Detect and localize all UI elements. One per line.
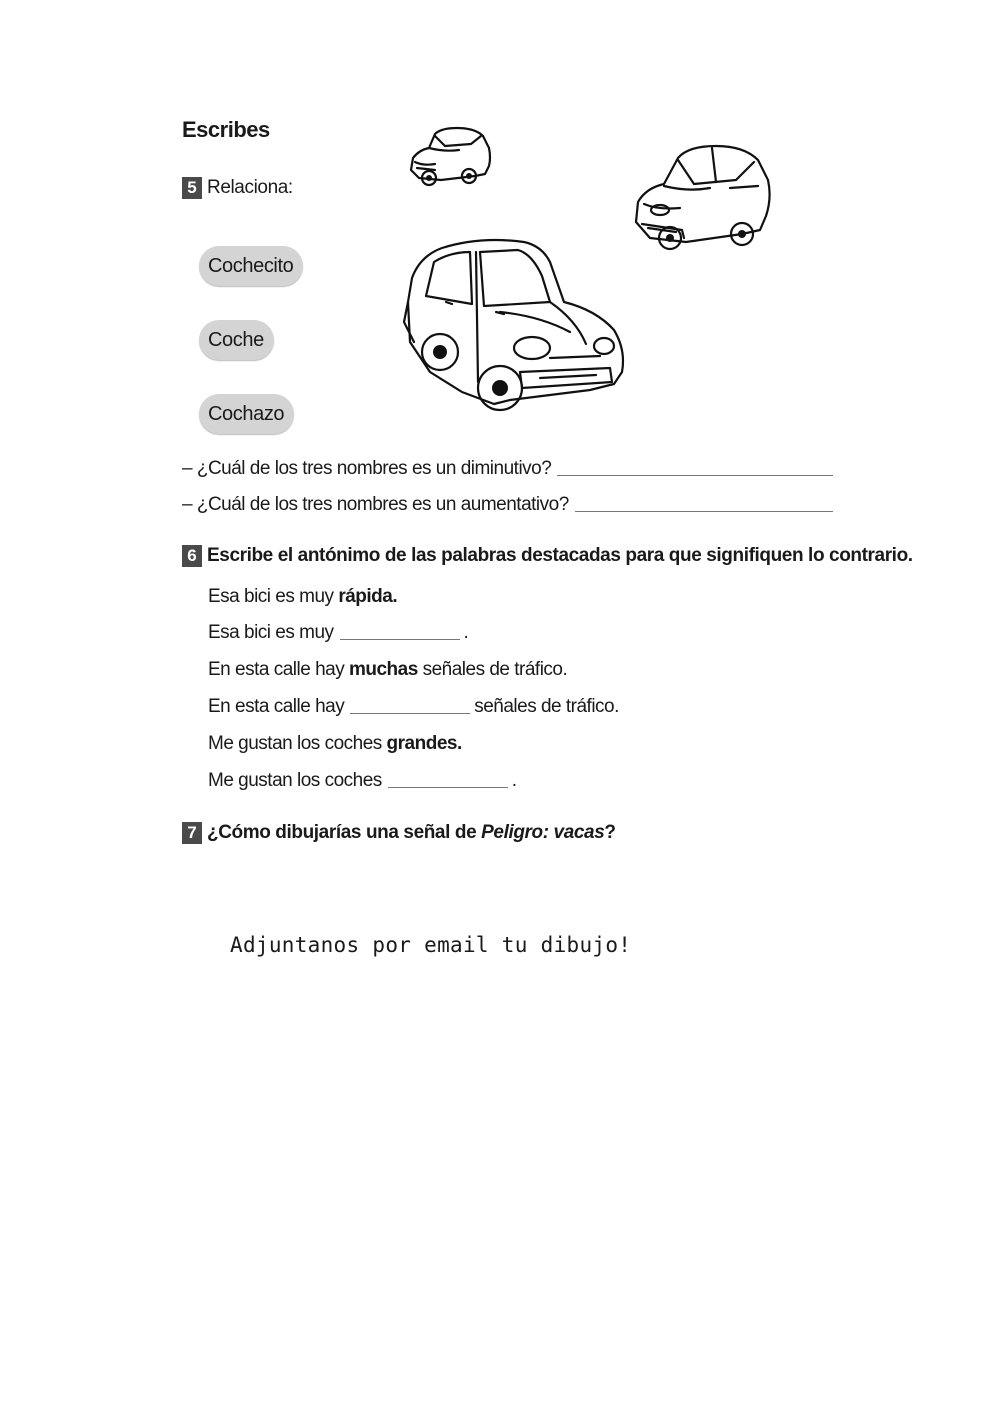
small-car-icon [405,122,497,196]
sentence-text: Esa bici es muy [208,586,339,607]
question-text: – ¿Cuál de los tres nombres es un aumentativo? [182,494,569,515]
sentence-6 [208,770,517,792]
page-title: Escribes [182,117,270,142]
answer-blank[interactable] [350,712,470,714]
answer-line[interactable] [575,510,833,512]
question-diminutive [182,458,833,480]
sentence-end: . [463,622,469,643]
sentence-end: . [511,770,517,791]
title-italic: Peligro: vacas [481,822,605,843]
answer-line[interactable] [557,474,833,476]
sentence-end: señales de tráfico. [474,696,619,717]
highlighted-word: rápida. [338,586,398,607]
section-number: 7 [182,822,202,844]
question-text: – ¿Cuál de los tres nombres es un diminutivo? [182,458,552,479]
option-cochazo[interactable]: Cochazo [199,394,294,434]
medium-car-icon [630,138,776,262]
sentence-3 [208,659,567,681]
sentence-text: Me gustan los coches [208,770,382,791]
answer-blank[interactable] [388,786,508,788]
sentence-2 [208,622,468,644]
sentence-text: En esta calle hay [208,696,345,717]
question-augmentative [182,494,833,516]
section-6-header [182,545,913,567]
section-title [207,822,616,844]
email-note: Adjuntanos por email tu dibujo! [230,933,632,957]
option-coche[interactable]: Coche [199,320,274,360]
highlighted-word: muchas [348,659,418,680]
highlighted-word: grandes. [386,733,462,754]
section-title: Escribe el antónimo de las palabras destacadas para que signifiquen lo contrario. [207,545,913,566]
sentence-1 [208,586,397,608]
section-title: Relaciona: [207,177,293,198]
section-7-header [182,822,616,844]
section-number: 5 [182,177,202,199]
answer-blank[interactable] [340,638,460,640]
section-number: 6 [182,545,202,567]
sentence-5 [208,733,462,755]
sentence-text: Esa bici es muy [208,622,334,643]
sentence-text: En esta calle hay [208,659,349,680]
sentence-end: señales de tráfico. [417,659,568,680]
title-end: ? [604,822,616,843]
section-5-header [182,177,293,199]
option-cochecito[interactable]: Cochecito [199,246,303,286]
sentence-4 [208,696,619,718]
large-car-icon [400,232,632,418]
sentence-text: Me gustan los coches [208,733,387,754]
title-text: ¿Cómo dibujarías una señal de [207,822,482,843]
